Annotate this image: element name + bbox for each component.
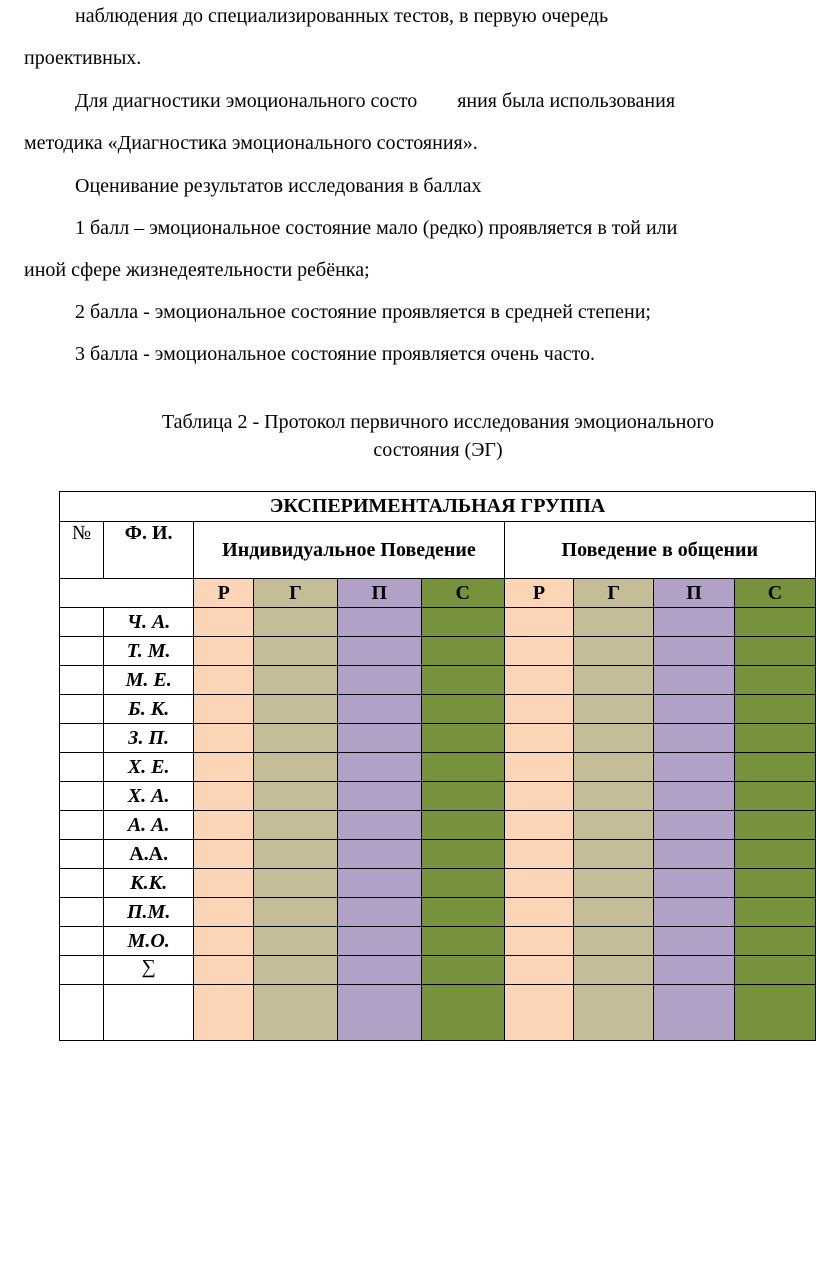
score-cell-p-individual bbox=[337, 695, 421, 724]
score-cell-r-individual bbox=[194, 869, 254, 898]
score-cell-r-communication bbox=[504, 782, 574, 811]
row-name-cell: К.К. bbox=[104, 869, 194, 898]
paragraph-3: Оценивание результатов исследования в баллах bbox=[75, 175, 482, 197]
row-number-cell bbox=[60, 608, 104, 637]
table-row bbox=[60, 898, 816, 927]
row-name-cell bbox=[104, 985, 194, 1041]
row-number-cell bbox=[60, 985, 104, 1041]
score-cell-r-individual bbox=[194, 985, 254, 1041]
score-cell-p-individual bbox=[337, 956, 421, 985]
table-row bbox=[60, 608, 816, 637]
communication-behavior-header: Поведение в общении bbox=[504, 522, 815, 579]
score-cell-g-communication bbox=[574, 666, 654, 695]
row-name-cell: М. Е. bbox=[104, 666, 194, 695]
row-number-cell bbox=[60, 666, 104, 695]
row-name-cell: Х. А. bbox=[104, 782, 194, 811]
score-cell-s-individual bbox=[421, 666, 504, 695]
name-header: Ф. И. bbox=[104, 522, 194, 579]
score-cell-p-communication bbox=[654, 753, 735, 782]
score-cell-p-communication bbox=[654, 724, 735, 753]
score-cell-r-communication bbox=[504, 869, 574, 898]
score-cell-s-individual bbox=[421, 985, 504, 1041]
score-1-line-2: иной сфере жизнедеятельности ребёнка; bbox=[24, 259, 370, 281]
row-name-cell: П.М. bbox=[104, 898, 194, 927]
score-cell-s-individual bbox=[421, 608, 504, 637]
score-cell-g-communication bbox=[574, 695, 654, 724]
score-cell-r-individual bbox=[194, 898, 254, 927]
score-3: 3 балла - эмоциональное состояние проявляется очень часто. bbox=[75, 343, 596, 365]
score-cell-p-communication bbox=[654, 956, 735, 985]
subheader-r-communication: Р bbox=[504, 579, 574, 608]
score-cell-r-individual bbox=[194, 637, 254, 666]
score-cell-p-communication bbox=[654, 869, 735, 898]
row-name-cell: Т. М. bbox=[104, 637, 194, 666]
score-cell-s-communication bbox=[735, 637, 816, 666]
table-row bbox=[60, 724, 816, 753]
protocol-table bbox=[59, 491, 816, 1041]
score-cell-r-communication bbox=[504, 608, 574, 637]
row-name-cell: М.О. bbox=[104, 927, 194, 956]
score-cell-g-individual bbox=[254, 927, 338, 956]
score-cell-s-individual bbox=[421, 637, 504, 666]
subheader-s-communication: С bbox=[735, 579, 816, 608]
score-cell-r-communication bbox=[504, 637, 574, 666]
score-cell-r-communication bbox=[504, 985, 574, 1041]
score-cell-g-communication bbox=[574, 956, 654, 985]
row-number-cell bbox=[60, 695, 104, 724]
score-cell-s-individual bbox=[421, 956, 504, 985]
table-row bbox=[60, 782, 816, 811]
subheader-g-individual: Г bbox=[254, 579, 338, 608]
table-caption-line-1: Таблица 2 - Протокол первичного исследования эмоционального bbox=[161, 411, 715, 433]
score-cell-g-individual bbox=[254, 695, 338, 724]
score-cell-p-individual bbox=[337, 666, 421, 695]
score-cell-r-communication bbox=[504, 811, 574, 840]
score-cell-s-individual bbox=[421, 927, 504, 956]
score-cell-p-individual bbox=[337, 637, 421, 666]
paragraph-2-line-2: методика «Диагностика эмоционального состояния». bbox=[24, 132, 478, 154]
score-cell-g-communication bbox=[574, 898, 654, 927]
score-1-line-1: 1 балл – эмоциональное состояние мало (редко) проявляется в той или bbox=[75, 217, 678, 239]
score-cell-s-individual bbox=[421, 811, 504, 840]
score-cell-r-individual bbox=[194, 695, 254, 724]
row-name-cell: Б. К. bbox=[104, 695, 194, 724]
paragraph-2-line-1 bbox=[75, 89, 675, 113]
score-cell-g-communication bbox=[574, 637, 654, 666]
score-cell-s-individual bbox=[421, 898, 504, 927]
score-cell-r-individual bbox=[194, 811, 254, 840]
score-cell-g-individual bbox=[254, 782, 338, 811]
row-number-cell bbox=[60, 782, 104, 811]
paragraph-2-part-1: Для диагностики эмоционального состо bbox=[75, 90, 418, 112]
score-cell-g-individual bbox=[254, 637, 338, 666]
paragraph-1-line-1: наблюдения до специализированных тестов, в первую очередь bbox=[75, 5, 609, 27]
score-cell-g-individual bbox=[254, 840, 338, 869]
table-row bbox=[60, 840, 816, 869]
score-cell-r-individual bbox=[194, 927, 254, 956]
score-cell-g-individual bbox=[254, 811, 338, 840]
score-cell-s-communication bbox=[735, 608, 816, 637]
table-row bbox=[60, 637, 816, 666]
score-cell-p-individual bbox=[337, 608, 421, 637]
subheader-g-communication: Г bbox=[574, 579, 654, 608]
row-number-cell bbox=[60, 927, 104, 956]
score-cell-s-communication bbox=[735, 956, 816, 985]
subheader-r-individual: Р bbox=[194, 579, 254, 608]
score-cell-s-individual bbox=[421, 724, 504, 753]
score-cell-s-individual bbox=[421, 695, 504, 724]
score-cell-p-individual bbox=[337, 782, 421, 811]
score-cell-g-individual bbox=[254, 985, 338, 1041]
row-name-cell: А.А. bbox=[104, 840, 194, 869]
score-cell-p-communication bbox=[654, 927, 735, 956]
row-number-cell bbox=[60, 898, 104, 927]
score-cell-g-communication bbox=[574, 811, 654, 840]
score-cell-s-individual bbox=[421, 782, 504, 811]
score-cell-p-communication bbox=[654, 898, 735, 927]
score-cell-s-communication bbox=[735, 782, 816, 811]
score-cell-g-communication bbox=[574, 608, 654, 637]
table-row bbox=[60, 695, 816, 724]
score-cell-s-communication bbox=[735, 695, 816, 724]
score-cell-r-communication bbox=[504, 840, 574, 869]
table-row bbox=[60, 956, 816, 985]
paragraph-1-line-2: проективных. bbox=[24, 47, 142, 69]
score-cell-p-communication bbox=[654, 811, 735, 840]
score-cell-g-individual bbox=[254, 956, 338, 985]
score-cell-p-individual bbox=[337, 753, 421, 782]
score-cell-p-individual bbox=[337, 811, 421, 840]
row-number-cell bbox=[60, 840, 104, 869]
number-header: № bbox=[60, 522, 104, 579]
score-cell-p-communication bbox=[654, 666, 735, 695]
score-cell-g-communication bbox=[574, 782, 654, 811]
score-cell-r-communication bbox=[504, 927, 574, 956]
table-row bbox=[60, 927, 816, 956]
score-cell-s-individual bbox=[421, 753, 504, 782]
score-cell-g-communication bbox=[574, 985, 654, 1041]
score-cell-s-communication bbox=[735, 724, 816, 753]
score-cell-g-individual bbox=[254, 608, 338, 637]
score-cell-p-communication bbox=[654, 637, 735, 666]
score-cell-g-communication bbox=[574, 927, 654, 956]
score-cell-p-communication bbox=[654, 608, 735, 637]
row-number-cell bbox=[60, 811, 104, 840]
score-cell-p-individual bbox=[337, 927, 421, 956]
score-cell-r-individual bbox=[194, 782, 254, 811]
row-number-cell bbox=[60, 753, 104, 782]
sum-row-label: ∑ bbox=[104, 956, 194, 985]
table-row bbox=[60, 811, 816, 840]
score-cell-r-communication bbox=[504, 753, 574, 782]
table-row bbox=[60, 666, 816, 695]
score-cell-r-individual bbox=[194, 666, 254, 695]
table-row bbox=[60, 985, 816, 1041]
score-cell-r-communication bbox=[504, 956, 574, 985]
score-cell-p-individual bbox=[337, 985, 421, 1041]
row-name-cell: З. П. bbox=[104, 724, 194, 753]
score-cell-s-communication bbox=[735, 985, 816, 1041]
score-cell-p-individual bbox=[337, 840, 421, 869]
score-cell-s-communication bbox=[735, 666, 816, 695]
row-name-cell: Ч. А. bbox=[104, 608, 194, 637]
row-name-cell: А. А. bbox=[104, 811, 194, 840]
score-cell-g-individual bbox=[254, 869, 338, 898]
subheader-p-communication: П bbox=[654, 579, 735, 608]
score-cell-r-communication bbox=[504, 724, 574, 753]
score-cell-s-communication bbox=[735, 869, 816, 898]
score-cell-p-communication bbox=[654, 840, 735, 869]
row-number-cell bbox=[60, 956, 104, 985]
subheader-blank bbox=[60, 579, 194, 608]
score-cell-g-individual bbox=[254, 898, 338, 927]
score-cell-g-communication bbox=[574, 869, 654, 898]
row-number-cell bbox=[60, 724, 104, 753]
score-cell-r-individual bbox=[194, 608, 254, 637]
score-cell-r-communication bbox=[504, 898, 574, 927]
score-cell-s-communication bbox=[735, 811, 816, 840]
table-row bbox=[60, 753, 816, 782]
score-cell-r-individual bbox=[194, 840, 254, 869]
score-2: 2 балла - эмоциональное состояние проявляется в средней степени; bbox=[75, 301, 651, 323]
table-caption-line-2: состояния (ЭГ) bbox=[373, 439, 503, 461]
score-cell-s-communication bbox=[735, 898, 816, 927]
score-cell-s-individual bbox=[421, 869, 504, 898]
row-number-cell bbox=[60, 637, 104, 666]
row-number-cell bbox=[60, 869, 104, 898]
score-cell-p-individual bbox=[337, 898, 421, 927]
score-cell-g-communication bbox=[574, 753, 654, 782]
score-cell-r-individual bbox=[194, 956, 254, 985]
score-cell-p-communication bbox=[654, 782, 735, 811]
paragraph-2-part-2: яния была использования bbox=[457, 90, 676, 112]
score-cell-p-individual bbox=[337, 724, 421, 753]
score-cell-g-individual bbox=[254, 753, 338, 782]
subheader-s-individual: С bbox=[421, 579, 504, 608]
score-cell-g-individual bbox=[254, 666, 338, 695]
score-cell-s-communication bbox=[735, 753, 816, 782]
score-cell-p-communication bbox=[654, 695, 735, 724]
score-cell-p-individual bbox=[337, 869, 421, 898]
score-cell-r-individual bbox=[194, 753, 254, 782]
score-cell-s-individual bbox=[421, 840, 504, 869]
score-cell-s-communication bbox=[735, 927, 816, 956]
score-cell-r-communication bbox=[504, 695, 574, 724]
group-title: ЭКСПЕРИМЕНТАЛЬНАЯ ГРУППА bbox=[60, 492, 816, 522]
subheader-p-individual: П bbox=[337, 579, 421, 608]
score-cell-r-individual bbox=[194, 724, 254, 753]
score-cell-g-communication bbox=[574, 724, 654, 753]
score-cell-g-individual bbox=[254, 724, 338, 753]
score-cell-g-communication bbox=[574, 840, 654, 869]
score-cell-s-communication bbox=[735, 840, 816, 869]
individual-behavior-header: Индивидуальное Поведение bbox=[194, 522, 504, 579]
score-cell-r-communication bbox=[504, 666, 574, 695]
row-name-cell: Х. Е. bbox=[104, 753, 194, 782]
score-cell-p-communication bbox=[654, 985, 735, 1041]
table-row bbox=[60, 869, 816, 898]
